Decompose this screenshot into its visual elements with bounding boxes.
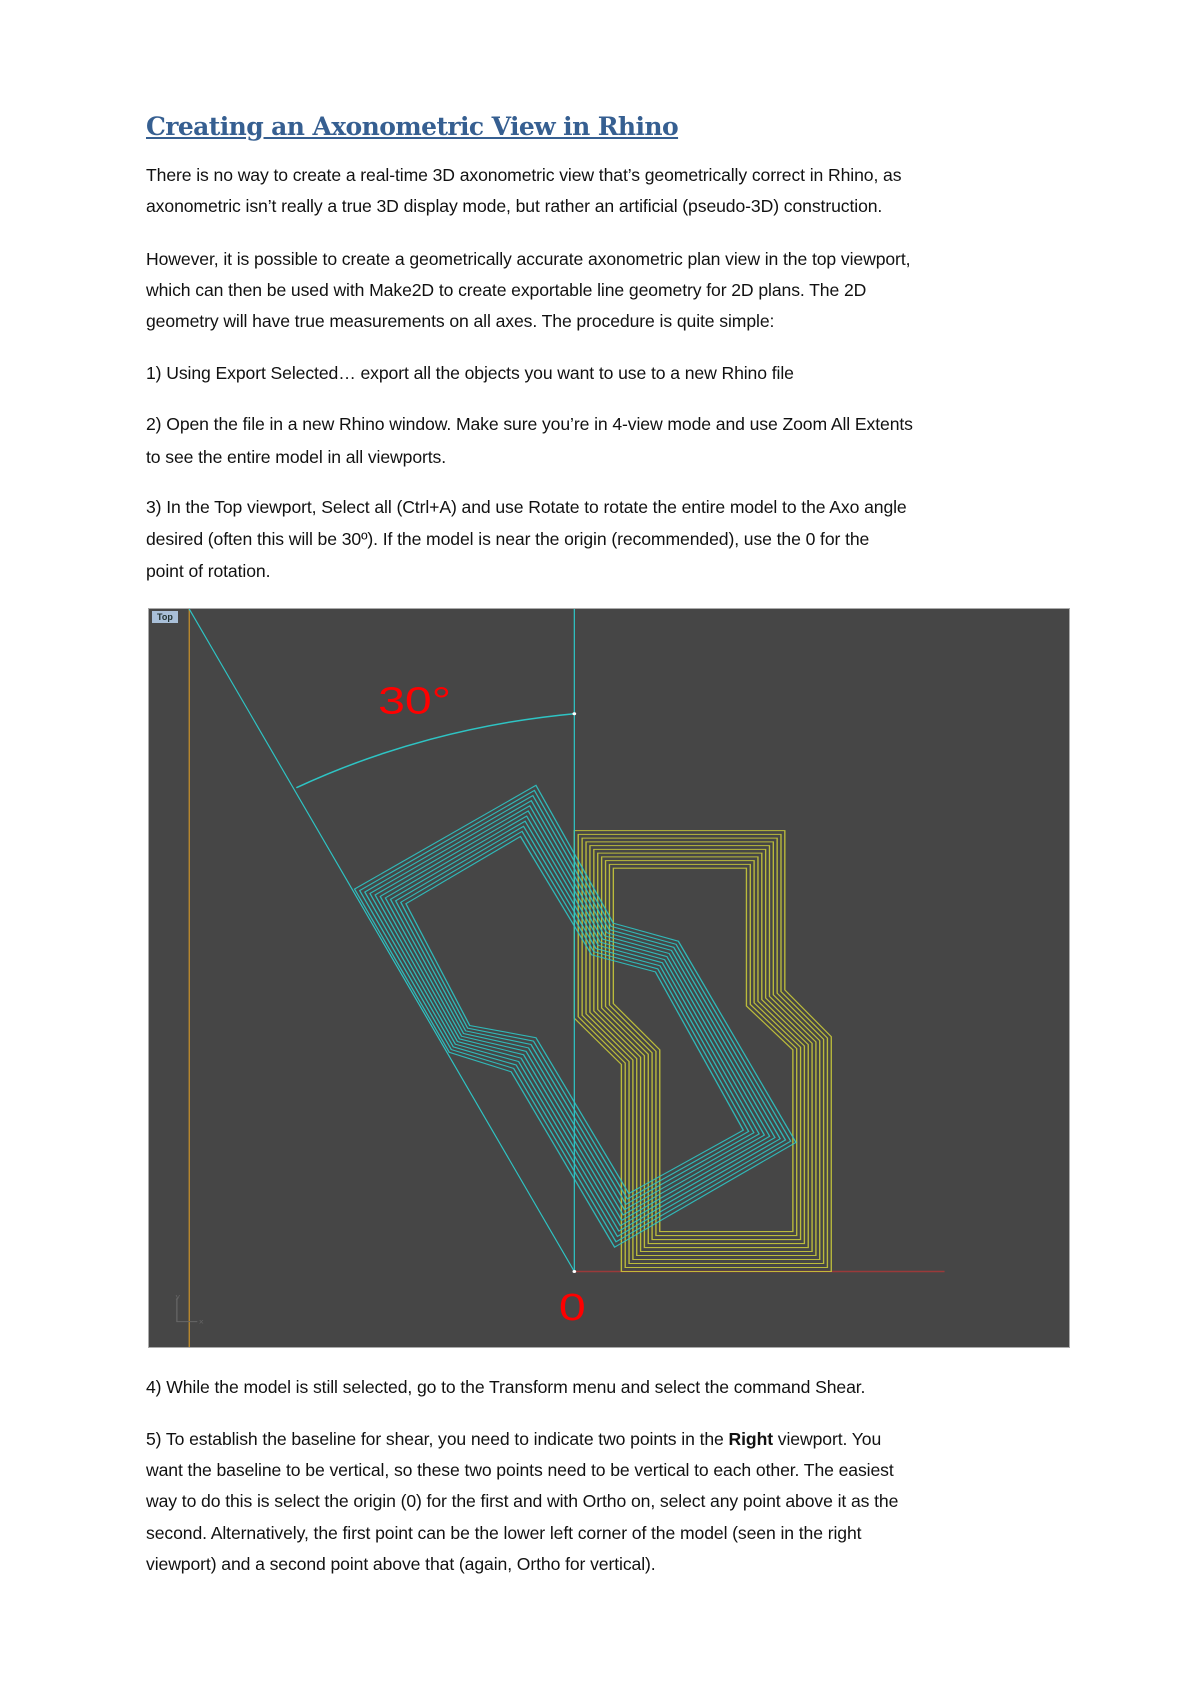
text: 5) To establish the baseline for shear, you need to indicate two points in the <box>146 1429 729 1449</box>
body-line: However, it is possible to create a geometrically accurate axonometric plan view in the top viewport, <box>146 249 911 269</box>
page-title: Creating an Axonometric View in Rhino <box>146 112 679 141</box>
step-5-line: second. Alternatively, the first point can be the lower left corner of the model (seen in the right <box>146 1523 862 1543</box>
outline-ring <box>355 785 796 1247</box>
body-line: which can then be used with Make2D to create exportable line geometry for 2D plans. The 2D <box>146 280 867 300</box>
step-2-line: to see the entire model in all viewports. <box>146 447 447 467</box>
step-3-line: desired (often this will be 30º). If the model is near the origin (recommended), use the 0 for the <box>146 529 870 549</box>
axis-y-label: y <box>175 1292 180 1301</box>
step-3-line: 3) In the Top viewport, Select all (Ctrl+A) and use Rotate to rotate the entire model to the Axo angle <box>146 497 907 517</box>
origin-point <box>572 1270 576 1273</box>
viewport-drawing <box>149 609 1069 1347</box>
step-1: 1) Using Export Selected… export all the objects you want to use to a new Rhino file <box>146 363 794 383</box>
step-5-line <box>146 1429 881 1450</box>
rhino-top-viewport-figure <box>149 609 1069 1347</box>
step-5-line: want the baseline to be vertical, so these two points need to be vertical to each other. The easiest <box>146 1460 894 1480</box>
axis-x-label: x <box>199 1317 204 1326</box>
body-line: geometry will have true measurements on all axes. The procedure is quite simple: <box>146 311 775 331</box>
bold-right: Right <box>728 1429 773 1449</box>
step-4: 4) While the model is still selected, go to the Transform menu and select the command Shear. <box>146 1377 866 1397</box>
body-line: axonometric isn’t really a true 3D display mode, but rather an artificial (pseudo-3D) construction. <box>146 196 883 216</box>
body-line: There is no way to create a real-time 3D axonometric view that’s geometrically correct in Rhino, as <box>146 165 902 185</box>
axis-gizmo-icon <box>177 1298 197 1321</box>
angle-label: 30° <box>378 680 452 723</box>
step-2-line: 2) Open the file in a new Rhino window. Make sure you’re in 4-view mode and use Zoom All Extents <box>146 414 913 434</box>
angle-arc <box>296 714 574 788</box>
text: viewport. You <box>772 1429 882 1449</box>
step-5-line: viewport) and a second point above that (again, Ortho for vertical). <box>146 1554 656 1574</box>
step-3-line: point of rotation. <box>146 561 271 581</box>
viewport-label-top[interactable]: Top <box>152 611 178 623</box>
rotated-model-outline <box>355 785 796 1247</box>
step-5-line: way to do this is select the origin (0) for the first and with Ortho on, select any point above it as the <box>146 1491 899 1511</box>
origin-label: 0 <box>558 1286 586 1329</box>
arc-endpoint <box>572 712 576 715</box>
